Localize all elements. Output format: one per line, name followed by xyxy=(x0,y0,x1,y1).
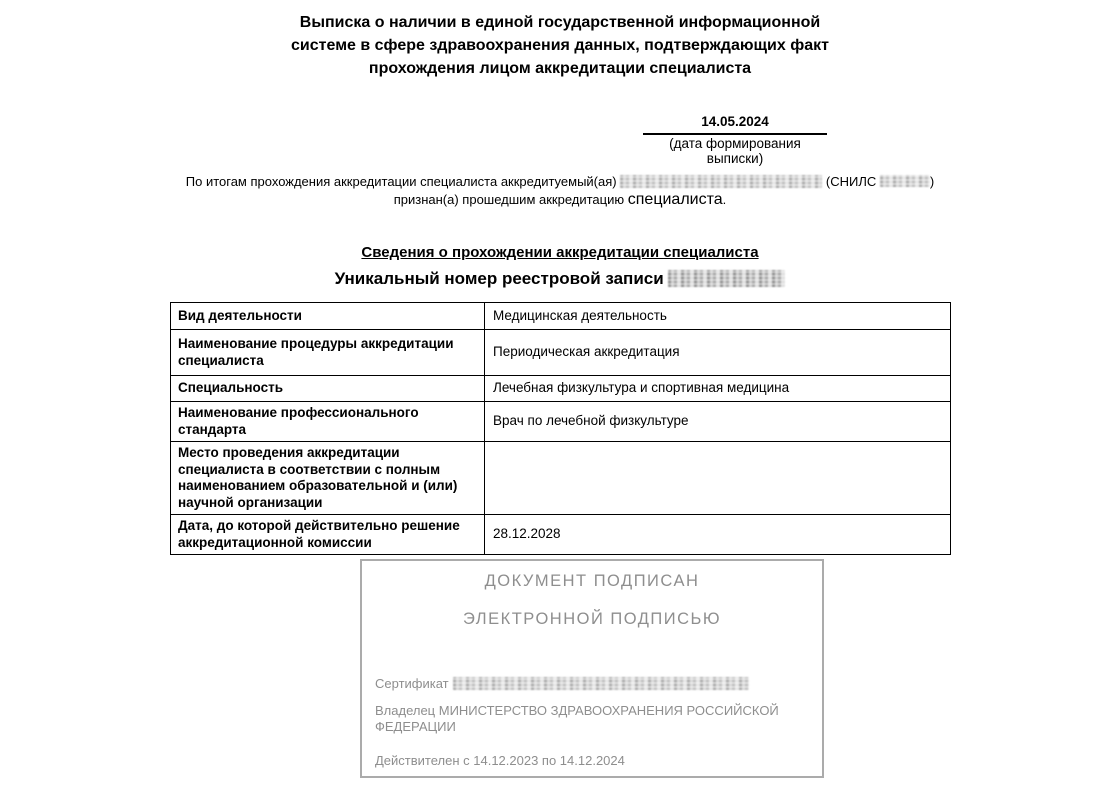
title-line-1: Выписка о наличии в единой государственной информационной xyxy=(299,14,821,31)
redacted-certificate-number xyxy=(453,677,749,690)
certificate-label: Сертификат xyxy=(375,676,449,691)
issue-date-block xyxy=(643,114,827,166)
signature-stamp xyxy=(360,559,824,778)
issue-date-caption: (дата формирования выписки) xyxy=(669,136,801,166)
table-row xyxy=(171,330,951,376)
row-label: Специальность xyxy=(171,376,485,402)
intro-paragraph xyxy=(55,173,1065,209)
redacted-snils-number xyxy=(880,175,930,187)
signature-title-line2: ЭЛЕКТРОННОЙ ПОДПИСЬЮ xyxy=(462,610,722,628)
row-label: Место проведения аккредитации специалиста в соответствии с полным наименованием образовательной и (или) научной организации xyxy=(171,442,485,515)
table-row xyxy=(171,442,951,515)
intro-result: признан(а) прошедшим аккредитацию xyxy=(393,192,625,207)
table-row xyxy=(171,303,951,330)
table-row xyxy=(171,402,951,442)
table-row xyxy=(171,515,951,555)
row-value: Лечебная физкультура и спортивная медицина xyxy=(485,376,951,402)
redacted-person-name xyxy=(620,175,822,188)
row-value: Медицинская деятельность xyxy=(485,303,951,330)
title-line-3: прохождения лицом аккредитации специалиста xyxy=(368,60,752,77)
intro-period: . xyxy=(722,192,727,207)
row-label: Наименование процедуры аккредитации специалиста xyxy=(171,330,485,376)
row-value: 28.12.2028 xyxy=(485,515,951,555)
row-label: Наименование профессионального стандарта xyxy=(171,402,485,442)
intro-lead: По итогам прохождения аккредитации специалиста аккредитуемый(ая) xyxy=(185,174,617,189)
row-value: Периодическая аккредитация xyxy=(485,330,951,376)
row-label: Дата, до которой действительно решение аккредитационной комиссии xyxy=(171,515,485,555)
row-label: Вид деятельности xyxy=(171,303,485,330)
certificate-validity-line: Действителен с 14.12.2023 по 14.12.2024 xyxy=(375,753,625,768)
specialist-emphasis: специалиста xyxy=(627,191,723,208)
certificate-line xyxy=(375,675,809,692)
signature-title-line1: ДОКУМЕНТ ПОДПИСАН xyxy=(484,572,700,590)
row-value xyxy=(485,442,951,515)
document-title xyxy=(0,11,1120,80)
accreditation-table xyxy=(170,302,951,555)
snils-label: (СНИЛС xyxy=(825,174,877,189)
issue-date: 14.05.2024 xyxy=(643,114,827,135)
title-line-2: системе в сфере здравоохранения данных, подтверждающих факт xyxy=(291,37,829,54)
registry-number-line xyxy=(0,268,1120,290)
certificate-owner-line: Владелец МИНИСТЕРСТВО ЗДРАВООХРАНЕНИЯ РОССИЙСКОЙ ФЕДЕРАЦИИ xyxy=(375,703,779,734)
row-value: Врач по лечебной физкультуре xyxy=(485,402,951,442)
section-heading: Сведения о прохождении аккредитации специалиста xyxy=(361,244,759,261)
table-row xyxy=(171,376,951,402)
registry-number-label: Уникальный номер реестровой записи xyxy=(334,269,664,288)
snils-close-paren: ) xyxy=(929,174,935,189)
redacted-registry-number xyxy=(668,270,785,287)
